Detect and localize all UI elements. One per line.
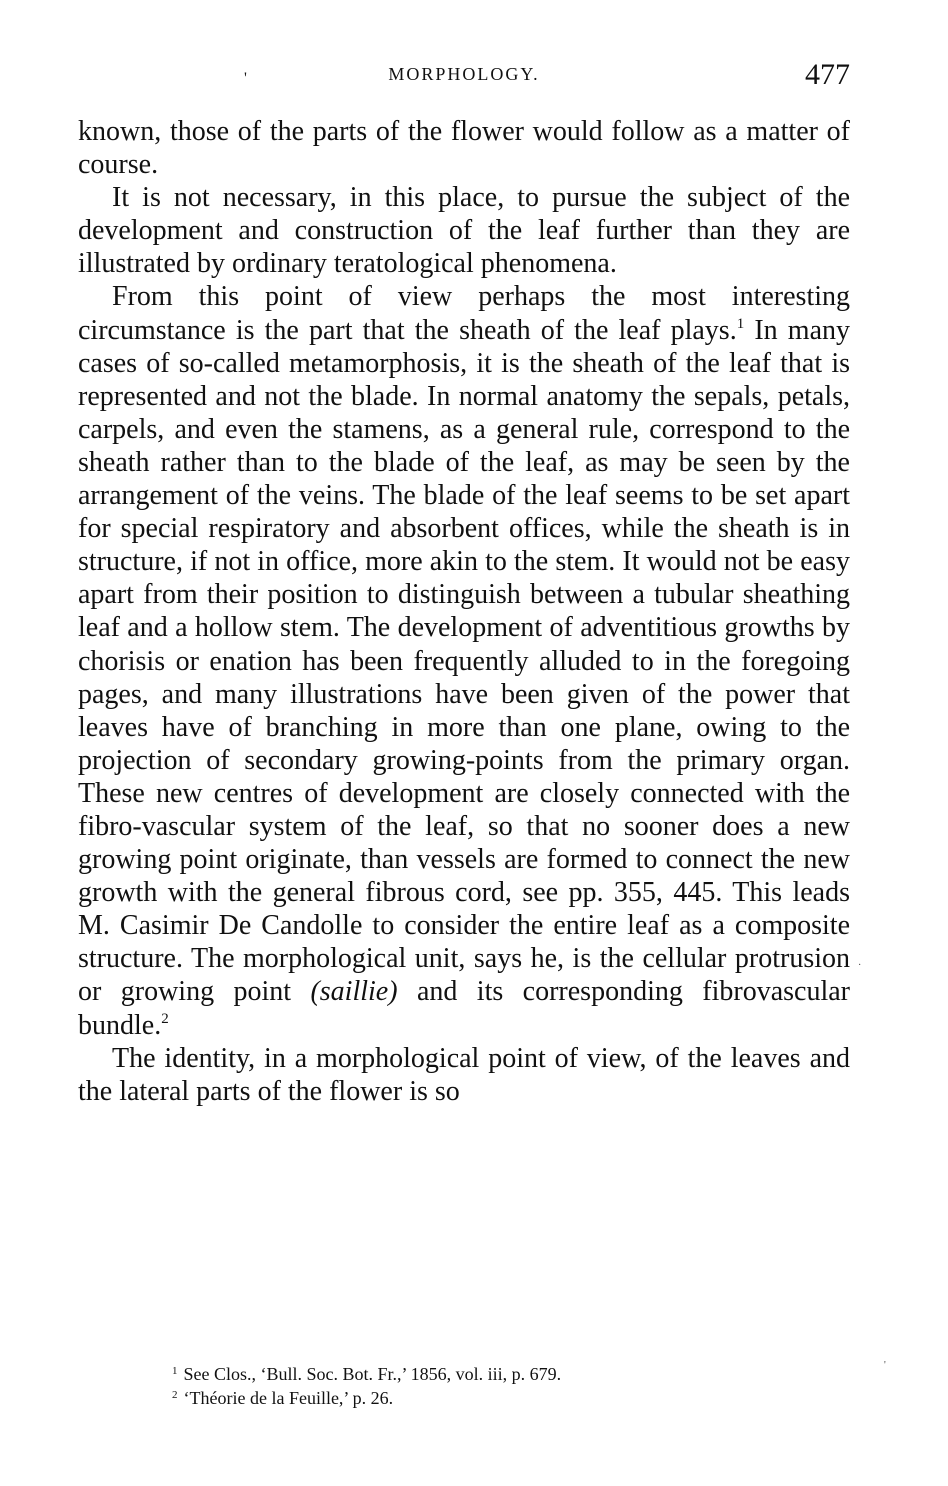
running-head <box>78 58 850 98</box>
footnotes <box>172 1362 561 1410</box>
footnote <box>172 1386 561 1410</box>
paragraph <box>78 181 850 280</box>
stray-mark: ' <box>244 70 247 87</box>
text-run: and its corresponding fibrovascular bundle. <box>78 976 850 1041</box>
footnote-text: See Clos., ‘Bull. Soc. Bot. Fr.,’ 1856, vol. iii, p. 679. <box>183 1364 562 1384</box>
running-title: MORPHOLOGY. <box>388 64 540 84</box>
paragraph <box>78 280 850 1041</box>
text-run: known, those of the parts of the flower would follow as a matter of course. <box>78 116 850 181</box>
body-text <box>78 115 850 1108</box>
italic-text: (saillie) <box>310 976 398 1008</box>
text-run: In many cases of so-called metamorphosis, it is the sheath of the leaf that is represented and not the blade. In normal anatomy the sepals, petals, carpels, and even the stamens, as a general rule, correspond to the sheath rather than to the blade of the leaf, as may be seen by the arrangement of the veins. The blade of the leaf seems to be set apart for special respiratory and absorbent offices, while the sheath is in structure, if not in office, more akin to the stem. It would not be easy apart from their position to distinguish between a tubular sheathing leaf and a hollow stem. The development of adventitious growths by chorisis or enation has been frequently alluded to in the foregoing pages, and many illustrations have been given of the power that leaves have of branching in more than one plane, owing to the projection of secondary growing-points from the primary organ. These new centres of development are closely connected with the fibro-vascular system of the leaf, so that no sooner does a new growing point originate, than vessels are formed to connect the new growth with the general fibrous cord, see pp. 355, 445. This leads M. Casimir De Candolle to consider the entire leaf as a composite structure. The morphological unit, says he, is the cellular protrusion or growing point <box>78 314 851 1008</box>
page-number: 477 <box>805 58 850 91</box>
stray-mark: · <box>858 960 862 971</box>
footnote-mark: 1 <box>172 1365 178 1377</box>
stray-mark: ' <box>884 1360 886 1371</box>
footnote-mark: 2 <box>172 1389 178 1401</box>
footnote-ref: 1 <box>736 315 745 332</box>
text-run: The identity, in a morphological point of view, of the leaves and the lateral parts of the flower is so <box>78 1042 850 1107</box>
text-run: It is not necessary, in this place, to pursue the subject of the development and construction of the leaf further than they are illustrated by ordinary teratological phenomena. <box>78 182 850 280</box>
paragraph <box>78 115 850 181</box>
footnote <box>172 1362 561 1386</box>
paragraph <box>78 1042 850 1108</box>
footnote-ref: 2 <box>161 1010 169 1027</box>
footnote-text: ‘Théorie de la Feuille,’ p. 26. <box>183 1388 394 1408</box>
text-run: From this point of view perhaps the most interesting circumstance is the part that the sheath of the leaf plays. <box>78 281 850 346</box>
